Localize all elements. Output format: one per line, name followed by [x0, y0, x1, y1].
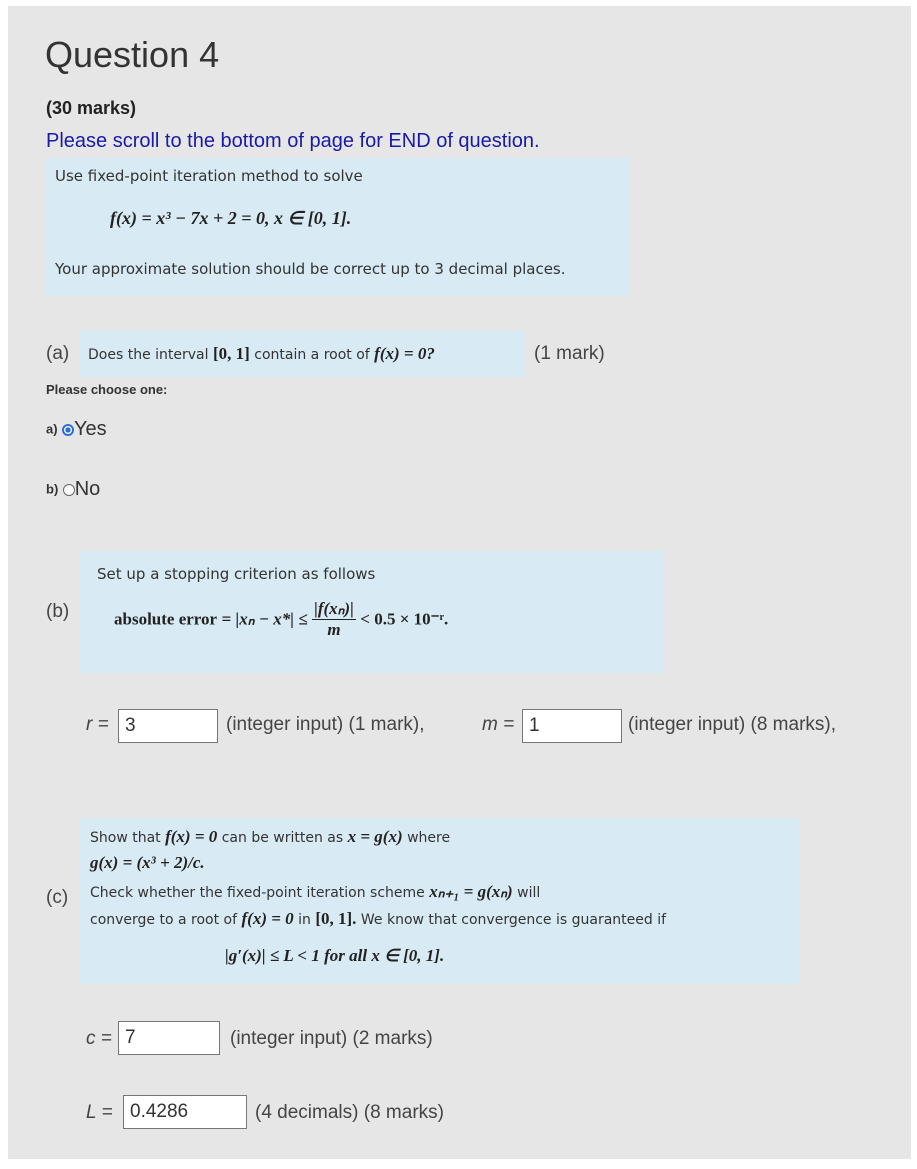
question-marks: (30 marks)	[46, 98, 137, 118]
m-desc: (integer input) (8 marks),	[628, 714, 837, 735]
part-a-equation: f(x) = 0?	[374, 344, 435, 363]
L-label: L =	[86, 1102, 113, 1123]
part-c-line1-eq: f(x) = 0	[165, 827, 218, 846]
part-c-line1-mid: can be written as	[221, 830, 344, 846]
part-c-line1-pre: Show that	[90, 830, 161, 846]
error-fraction	[312, 599, 356, 640]
part-c-line3-eq: xₙ₊₁ = g(xₙ)	[429, 882, 513, 901]
r-input[interactable]	[118, 709, 218, 743]
fraction-denominator: m	[327, 620, 341, 639]
part-b-label: (b)	[46, 601, 70, 622]
error-label: absolute error	[114, 609, 218, 629]
part-c-line1-eq2: x = g(x)	[347, 827, 403, 846]
intro-box	[45, 158, 630, 296]
fraction-numerator: |f(xₙ)|	[314, 599, 354, 618]
intro-equation: f(x) = x³ − 7x + 2 = 0, x ∈ [0, 1].	[110, 208, 352, 228]
part-a-prompt-text: Does the interval	[88, 347, 209, 363]
part-a-prompt-text2: contain a root of	[254, 347, 370, 363]
option-no-letter: b)	[46, 481, 59, 497]
choose-one-label: Please choose one:	[46, 382, 168, 397]
part-c-line4-int: [0, 1].	[315, 909, 357, 928]
m-input[interactable]	[522, 709, 622, 743]
part-b-intro: Set up a stopping criterion as follows	[97, 565, 376, 583]
option-yes-text: Yes	[74, 418, 107, 440]
option-yes-letter: a)	[46, 421, 58, 437]
L-input[interactable]	[123, 1095, 247, 1129]
option-yes[interactable]	[46, 418, 107, 441]
part-a-interval: [0, 1]	[212, 344, 250, 363]
part-a-marks: (1 mark)	[534, 343, 605, 364]
c-label: c =	[86, 1028, 112, 1049]
c-input[interactable]	[118, 1021, 220, 1055]
intro-line1: Use fixed-point iteration method to solve	[55, 167, 363, 185]
part-a-prompt	[88, 344, 435, 364]
part-c-line4-post: We know that convergence is guaranteed if	[360, 912, 667, 928]
error-bound: < 0.5 × 10⁻ʳ.	[360, 609, 449, 629]
part-b-box	[80, 551, 664, 673]
option-no-text: No	[74, 478, 101, 500]
c-desc: (integer input) (2 marks)	[230, 1028, 433, 1049]
radio-yes[interactable]	[62, 424, 74, 436]
part-c-line4-mid: in	[298, 912, 311, 928]
L-desc: (4 decimals) (8 marks)	[255, 1102, 444, 1123]
part-c-line1	[90, 827, 450, 847]
part-c-box	[80, 818, 800, 984]
part-a-prompt-box	[80, 331, 526, 377]
part-c-line1-post: where	[407, 830, 451, 846]
part-c-label: (c)	[46, 887, 69, 908]
intro-line2: Your approximate solution should be correct up to 3 decimal places.	[55, 260, 566, 278]
part-c-line4-pre: converge to a root of	[90, 912, 238, 928]
part-c-line3-pre: Check whether the fixed-point iteration scheme	[90, 885, 425, 901]
option-no[interactable]	[46, 478, 100, 501]
radio-no[interactable]	[63, 484, 75, 496]
part-c-line4	[90, 909, 666, 929]
part-a-label: (a)	[46, 343, 70, 364]
convergence-condition: |g′(x)| ≤ L < 1 for all x ∈ [0, 1].	[225, 946, 445, 965]
m-label: m =	[482, 714, 515, 735]
part-c-line3	[90, 882, 540, 902]
scroll-note: Please scroll to the bottom of page for END of question.	[46, 130, 540, 152]
r-desc: (integer input) (1 mark),	[226, 714, 425, 735]
r-label: r =	[86, 714, 109, 735]
stopping-criterion	[114, 599, 448, 640]
question-title: Question 4	[45, 34, 220, 75]
error-expr: = |xₙ − x*| ≤	[221, 609, 308, 629]
part-c-line3-post: will	[517, 885, 541, 901]
part-c-line4-eq: f(x) = 0	[241, 909, 294, 928]
part-c-line2: g(x) = (x³ + 2)/c.	[90, 853, 205, 872]
